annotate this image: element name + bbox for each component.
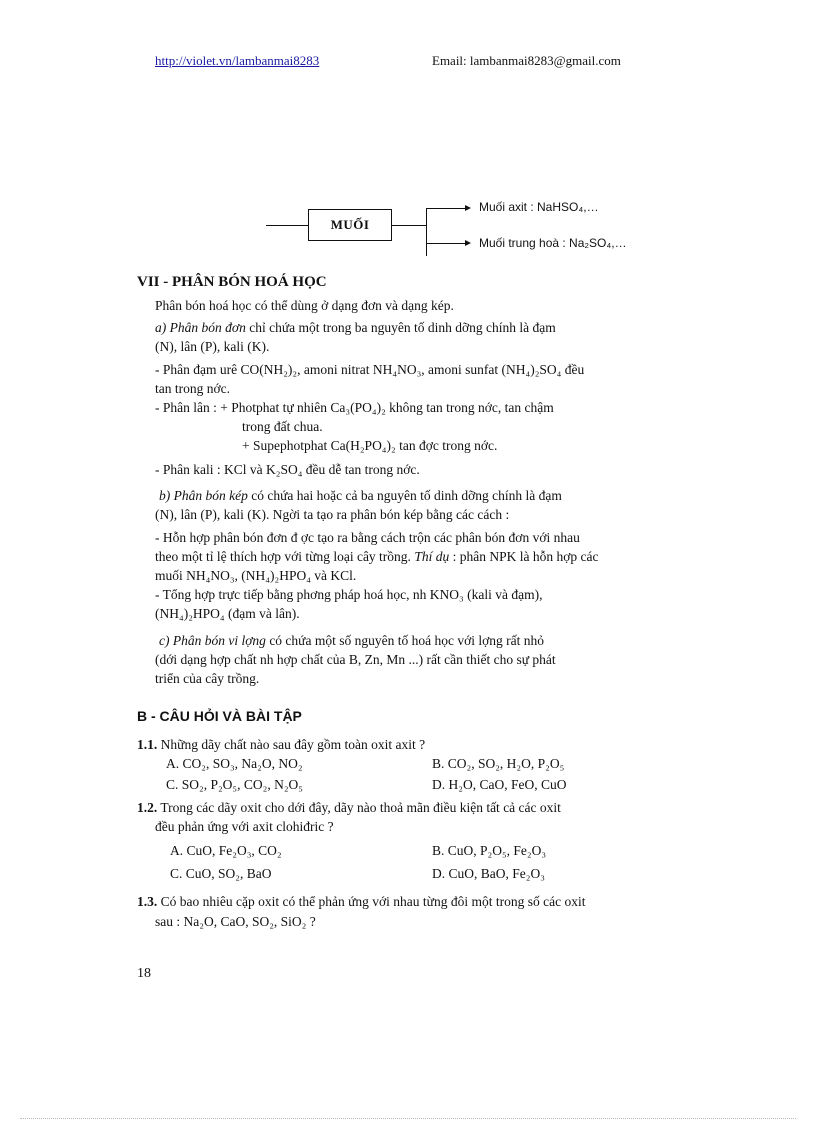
paragraph-a (155, 318, 556, 337)
subheading-c: c) Phân bón vi lợng (159, 633, 266, 648)
option: A. CuO, Fe₂O₃, CO₂ (170, 843, 282, 858)
text-line: đều phản ứng với axit clohiđric ? (155, 819, 334, 834)
diagram-branch2-label: Muối trung hoà : Na₂SO₄,… (479, 236, 627, 250)
text-line: - Phân lân : + Photphat tự nhiên Ca₃(PO₄)₂ không tan trong nớc, tan chậm (155, 400, 554, 415)
text-line: trong đất chua. (242, 419, 323, 434)
page-border (20, 1118, 796, 1119)
option: C. SO₂, P₂O₅, CO₂, N₂O₅ (166, 777, 304, 792)
text: : phân NPK là hỗn hợp các (449, 549, 599, 564)
option: D. H₂O, CaO, FeO, CuO (432, 777, 567, 792)
text-line: (N), lân (P), kali (K). (155, 339, 270, 354)
text-line: - Phân kali : KCl và K₂SO₄ đều dễ tan trong nớc. (155, 462, 420, 477)
question-1 (137, 737, 425, 753)
text-line: muối NH₄NO₃, (NH₄)₂HPO₄ và KCl. (155, 568, 357, 583)
arrow-right-icon (465, 205, 471, 211)
text-line: - Phân đạm urê CO(NH₂)₂, amoni nitrat NH₄NO₃, amoni sunfat (NH₄)₂SO₄ đều (155, 362, 585, 377)
text-line: - Tổng hợp trực tiếp bằng phơng pháp hoá học, nh KNO₃ (kali và đạm), (155, 587, 543, 602)
header-link[interactable]: http://violet.vn/lambanmai8283 (155, 53, 320, 68)
diagram-branch2-line (426, 243, 466, 244)
text: có chứa một số nguyên tố hoá học với lợng rất nhỏ (265, 633, 544, 648)
paragraph-b (159, 486, 562, 505)
text-line: (NH₄)₂HPO₄ (đạm và lân). (155, 606, 300, 621)
question-2 (137, 800, 561, 816)
section-b-title: B - CÂU HỎI VÀ BÀI TẬP (137, 708, 302, 724)
subheading-b: b) Phân bón kép (159, 488, 248, 503)
option: D. CuO, BaO, Fe₂O₃ (432, 866, 545, 881)
header-email: Email: lambanmai8283@gmail.com (432, 53, 621, 68)
paragraph-c (159, 631, 544, 650)
section-title: VII - PHÂN BÓN HOÁ HỌC (137, 274, 327, 290)
option: B. CuO, P₂O₅, Fe₂O₃ (432, 843, 547, 858)
option: B. CO₂, SO₂, H₂O, P₂O₅ (432, 756, 565, 771)
question-number: 1.1. (137, 737, 158, 752)
text: theo một tỉ lệ thích hợp với từng loại cây trồng. (155, 549, 415, 564)
text-line (155, 547, 598, 566)
subheading-a: a) Phân bón đơn (155, 320, 246, 335)
diagram-branch1-label: Muối axit : NaHSO₄,… (479, 200, 599, 214)
text: có chứa hai hoặc cả ba nguyên tố dinh dỡng chính là đạm (247, 488, 562, 503)
diagram-left-line (266, 225, 308, 226)
option: C. CuO, SO₂, BaO (170, 866, 272, 881)
option: A. CO₂, SO₃, Na₂O, NO₂ (166, 756, 303, 771)
question-number: 1.3. (137, 894, 158, 909)
intro-text: Phân bón hoá học có thể dùng ở dạng đơn và dạng kép. (155, 298, 454, 313)
text-line: - Hỗn hợp phân bón đơn đ ợc tạo ra bằng cách trộn các phân bón đơn với nhau (155, 530, 580, 545)
text-line: triển của cây trồng. (155, 671, 260, 686)
text-line: sau : Na₂O, CaO, SO₂, SiO₂ ? (155, 914, 316, 929)
question-3 (137, 894, 585, 910)
question-text: Những dãy chất nào sau đây gồm toàn oxit axit ? (157, 737, 426, 752)
question-text: Có bao nhiêu cặp oxit có thể phản ứng với nhau từng đôi một trong số các oxit (157, 894, 586, 909)
text-line: (N), lân (P), kali (K). Ngời ta tạo ra phân bón kép bằng các cách : (155, 507, 510, 522)
question-text: Trong các dãy oxit cho dới đây, dãy nào thoả mãn điều kiện tất cả các oxit (157, 800, 561, 815)
diagram-mid-line (392, 225, 426, 226)
text-line: + Supephotphat Ca(H₂PO₄)₂ tan đợc trong nớc. (242, 438, 498, 453)
text: chỉ chứa một trong ba nguyên tố dinh dỡng chính là đạm (245, 320, 556, 335)
page-number: 18 (137, 966, 151, 981)
arrow-right-icon (465, 240, 471, 246)
diagram-branch1-line (426, 208, 466, 209)
diagram-vertical-line (426, 208, 427, 256)
question-number: 1.2. (137, 800, 158, 815)
diagram-box: MUỐI (308, 209, 392, 241)
text-line: (dới dạng hợp chất nh hợp chất của B, Zn, Mn ...) rất cần thiết cho sự phát (155, 652, 556, 667)
text: Thí dụ (414, 549, 450, 564)
text-line: tan trong nớc. (155, 381, 230, 396)
